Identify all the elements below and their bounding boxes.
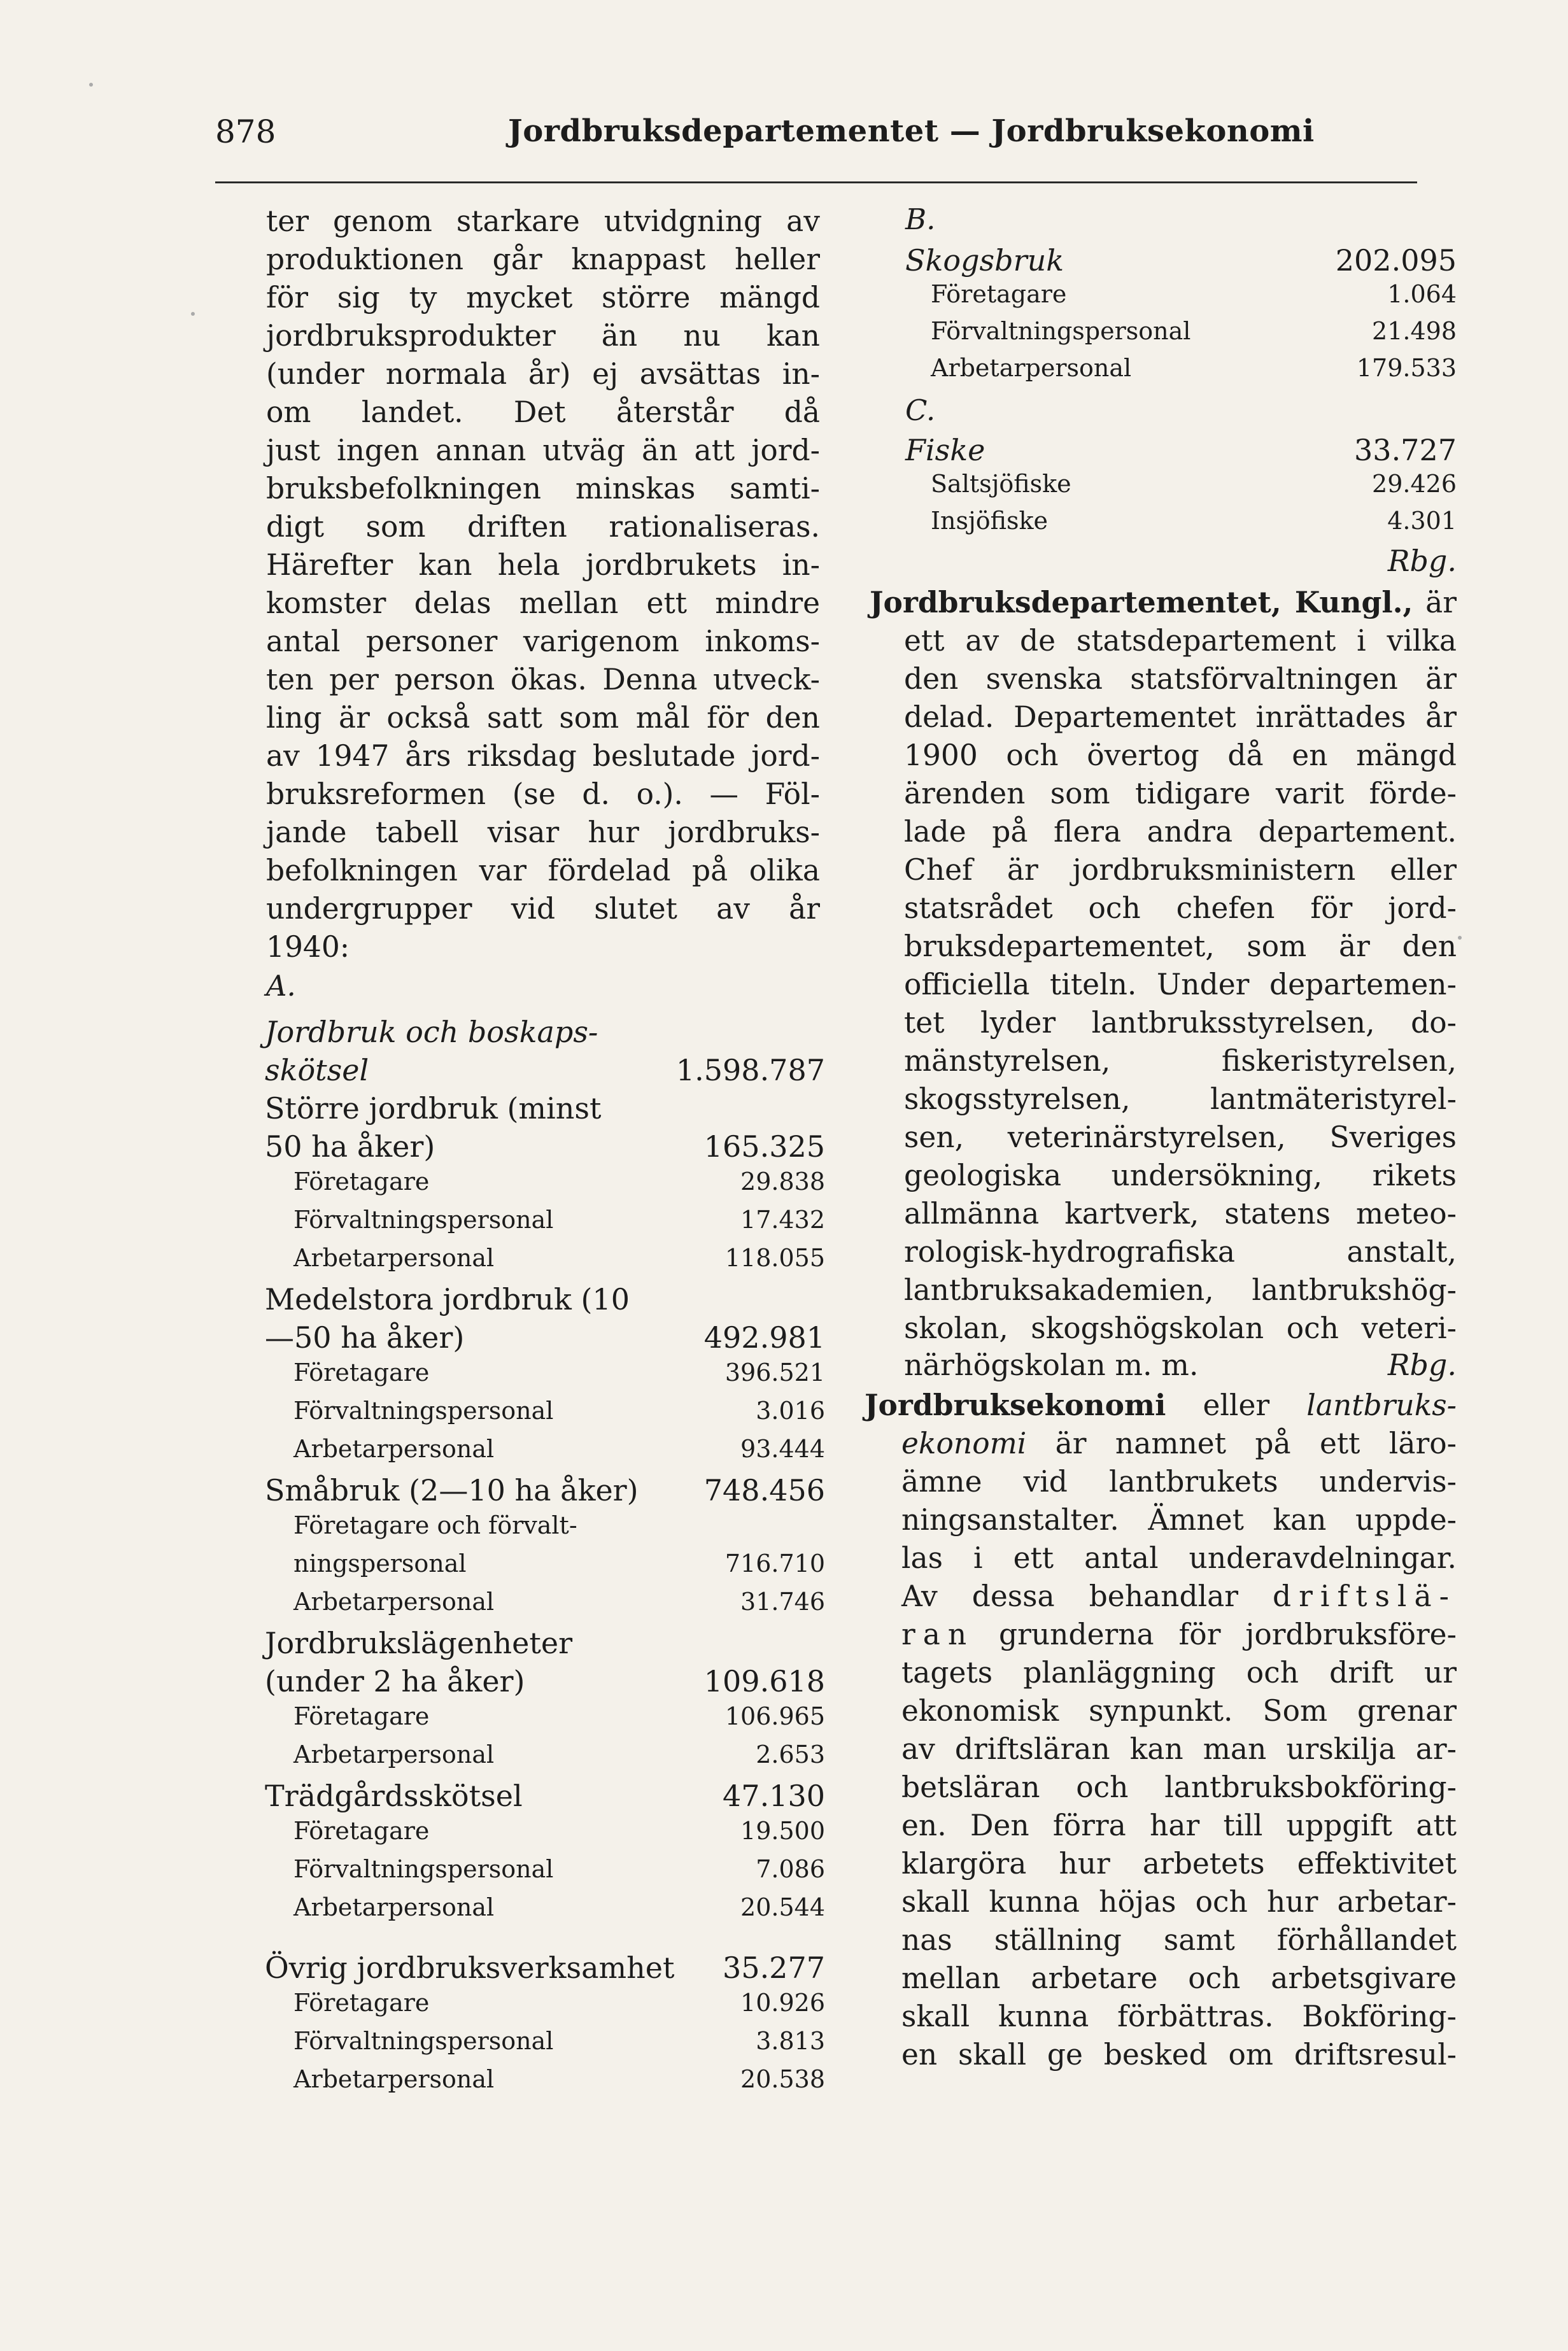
- group-item-row: [265, 1855, 825, 1893]
- group-item-row: [265, 1511, 825, 1550]
- group-item-row: [265, 1893, 825, 1931]
- group-heading-row: [265, 1664, 825, 1702]
- group-heading-row-label: —50 ha åker): [265, 1320, 465, 1355]
- skogsbruk-item-row-label: Företagare: [931, 280, 1067, 308]
- group-item-row-label: Förvaltningspersonal: [293, 1397, 554, 1425]
- entry1-headword: Jordbruksdepartementet, Kungl.,: [870, 585, 1413, 619]
- group-item-row-label: Företagare: [293, 1817, 430, 1845]
- group-item-row-label: Företagare: [293, 1168, 430, 1196]
- fiske-item-row-value: 29.426: [1372, 470, 1457, 498]
- group-item-row: [265, 1588, 825, 1626]
- text-line: ling är också satt som mål för den: [266, 701, 820, 735]
- text-line: ärenden som tidigare varit förde-: [904, 777, 1457, 810]
- entry2-drifts-pre: Av dessa behandlar: [901, 1579, 1238, 1613]
- entry2-lines-a: [901, 1463, 1457, 1578]
- text-line: undergrupper vid slutet av år: [266, 892, 820, 926]
- group-item-row-label: Arbetarpersonal: [293, 1893, 495, 1921]
- group-heading-row-label: Jordbrukslägenheter: [265, 1626, 573, 1660]
- group-heading-row: [265, 1779, 825, 1817]
- entry2-drifts-word1: driftslä-: [1273, 1579, 1457, 1613]
- entry1-headline: [870, 583, 1457, 622]
- table-group: [265, 1626, 825, 1779]
- text-line: just ingen annan utväg än att jord-: [266, 434, 820, 467]
- entry2-alt1: lantbruks-: [1306, 1388, 1457, 1422]
- entry2-headline: [865, 1386, 1457, 1425]
- table-c: [865, 433, 1457, 544]
- text-line: jordbruksprodukter än nu kan: [266, 319, 820, 353]
- entry-jordbruksekonomi: [865, 1386, 1457, 2074]
- group-heading-row: [265, 1129, 825, 1168]
- group-item-row-value: 2.653: [756, 1740, 825, 1769]
- text-line: skall kunna förbättras. Bokföring-: [901, 2000, 1457, 2033]
- group-item-row-label: Företagare: [293, 1989, 430, 2017]
- skogsbruk-total: 202.095: [1335, 243, 1457, 278]
- group-item-row: [265, 1702, 825, 1740]
- text-line: delad. Departementet inrättades år: [904, 700, 1457, 734]
- group-item-row-label: Arbetarpersonal: [293, 1435, 495, 1463]
- group-item-row-value: 19.500: [740, 1817, 825, 1845]
- table-b: [865, 243, 1457, 391]
- text-line: antal personer varigenom inkoms-: [266, 625, 820, 658]
- group-heading-row-label: Övrig jordbruksverksamhet: [265, 1951, 675, 1985]
- entry2-drifts-post: grunderna för jordbruksföre-: [998, 1618, 1457, 1651]
- fiske-total: 33.727: [1354, 433, 1457, 467]
- text-line: geologiska undersökning, rikets: [904, 1159, 1457, 1192]
- entry2-first-rest: är namnet på ett läro-: [1055, 1427, 1457, 1460]
- group-item-row: [265, 1206, 825, 1244]
- section-a-text: A.: [266, 969, 296, 1003]
- group-heading-row: [265, 1282, 825, 1320]
- group-item-row: [265, 1989, 825, 2027]
- text-line: lantbruksakademien, lantbrukshög-: [904, 1273, 1457, 1307]
- group-item-row: [265, 1168, 825, 1206]
- table-group: [265, 1473, 825, 1626]
- text-line: nas ställning samt förhållandet: [901, 1923, 1457, 1957]
- text-line: ningsanstalter. Ämnet kan uppde-: [901, 1503, 1457, 1537]
- fiske-row: [905, 433, 1457, 470]
- group-heading-row-label: (under 2 ha åker): [265, 1664, 525, 1698]
- section-c-text: C.: [905, 393, 936, 427]
- text-line: komster delas mellan ett mindre: [266, 586, 820, 620]
- text-line: jande tabell visar hur jordbruks-: [266, 815, 820, 849]
- text-line: skolan, skogshögskolan och veteri-: [904, 1311, 1457, 1345]
- entry1-last-row: [870, 1348, 1457, 1386]
- text-line: bruksdepartementet, som är den: [904, 929, 1457, 963]
- entry2-alt2: ekonomi: [901, 1427, 1027, 1460]
- skogsbruk-item-row: [905, 280, 1457, 317]
- group-item-row-value: 106.965: [724, 1702, 825, 1730]
- entry-jordbruksdepartementet: [870, 583, 1457, 1386]
- group-heading-row-value: 492.981: [703, 1320, 825, 1355]
- text-line: 1940:: [266, 930, 350, 964]
- text-line: skogsstyrelsen, lantmäteristyrel-: [904, 1082, 1457, 1116]
- entry1-first: är: [1425, 586, 1457, 619]
- group-item-row-value: 3.016: [756, 1397, 825, 1425]
- group-item-row-label: Företagare: [293, 1359, 430, 1387]
- group-item-row-value: 20.538: [740, 2065, 825, 2093]
- text-line: betsläran och lantbruksbokföring-: [901, 1770, 1457, 1804]
- table-a-heading-total: 1.598.787: [675, 1053, 825, 1087]
- group-item-row: [265, 1397, 825, 1435]
- text-line: las i ett antal underavdelningar.: [901, 1541, 1457, 1575]
- group-item-row-value: 3.813: [756, 2027, 825, 2055]
- text-line: (under normala år) ej avsättas in-: [266, 357, 820, 391]
- fiske-items: [905, 470, 1457, 544]
- text-line: statsrådet och chefen för jord-: [904, 891, 1457, 925]
- entry1-body: [870, 622, 1457, 1348]
- group-heading-row: [265, 1951, 825, 1989]
- text-line: Chef är jordbruksministern eller: [904, 853, 1457, 887]
- group-heading-row-value: 47.130: [723, 1779, 825, 1813]
- group-heading-row-label: Större jordbruk (minst: [265, 1091, 602, 1126]
- entry2-drifts-line-2: [901, 1616, 1457, 1654]
- text-line: för sig ty mycket större mängd: [266, 281, 820, 314]
- signature-1: Rbg.: [1387, 544, 1457, 578]
- group-item-row-label: Företagare och förvalt-: [293, 1511, 577, 1539]
- group-item-row: [265, 1740, 825, 1779]
- text-line: tet lyder lantbruksstyrelsen, do-: [904, 1006, 1457, 1040]
- group-item-row-label: Arbetarpersonal: [293, 1244, 495, 1272]
- skogsbruk-label: Skogsbruk: [905, 243, 1064, 278]
- entry2-connector: eller: [1203, 1388, 1270, 1422]
- text-line: produktionen går knappast heller: [266, 243, 820, 276]
- entry2-lines-b: [901, 1654, 1457, 2074]
- group-item-row-label: Arbetarpersonal: [293, 2065, 495, 2093]
- section-b-label: [865, 202, 1457, 243]
- skogsbruk-row: [905, 243, 1457, 280]
- table-a-heading-line2: [265, 1053, 825, 1091]
- table-group: [265, 1282, 825, 1473]
- group-heading-row-value: 165.325: [703, 1129, 825, 1164]
- text-line: 1900 och övertog då en mängd: [904, 738, 1457, 772]
- text-line: sen, veterinärstyrelsen, Sveriges: [904, 1120, 1457, 1154]
- group-item-row-label: Arbetarpersonal: [293, 1588, 495, 1616]
- section-a-label: [266, 966, 820, 1015]
- table-a-heading-line1: [265, 1015, 825, 1053]
- fiske-item-row-value: 4.301: [1387, 507, 1457, 535]
- group-heading-row: [265, 1091, 825, 1129]
- group-item-row-label: Förvaltningspersonal: [293, 1206, 554, 1234]
- entry1-last: närhögskolan m. m.: [904, 1348, 1199, 1382]
- group-item-row-value: 396.521: [724, 1359, 825, 1387]
- section-b-text: B.: [905, 202, 936, 236]
- fiske-item-row: [905, 507, 1457, 544]
- text-line: ett av de statsdepartement i vilka: [904, 624, 1457, 658]
- skogsbruk-items: [905, 280, 1457, 391]
- entry2-headword: Jordbruksekonomi: [865, 1388, 1166, 1422]
- text-line: den svenska statsförvaltningen är: [904, 662, 1457, 696]
- skogsbruk-item-row-value: 1.064: [1387, 280, 1457, 308]
- group-heading-row-label: Medelstora jordbruk (10: [265, 1282, 630, 1317]
- fiske-item-row-label: Saltsjöfiske: [931, 470, 1071, 498]
- group-heading-row: [265, 1626, 825, 1664]
- table-a-heading-text-1: Jordbruk och boskaps-: [265, 1015, 598, 1049]
- text-line: mänstyrelsen, fiskeristyrelsen,: [904, 1044, 1457, 1078]
- skogsbruk-item-row-label: Förvaltningspersonal: [931, 317, 1191, 345]
- text-line: en. Den förra har till uppgift att: [901, 1809, 1457, 1842]
- group-heading-row: [265, 1320, 825, 1359]
- text-line: lade på flera andra departement.: [904, 815, 1457, 849]
- table-group: [265, 1951, 825, 2103]
- entry2-body: [865, 1425, 1457, 2074]
- text-line: befolkningen var fördelad på olika: [266, 854, 820, 887]
- scan-speck: [191, 312, 195, 316]
- signature-2: Rbg.: [1387, 1348, 1457, 1382]
- text-line: ekonomisk synpunkt. Som grenar: [901, 1694, 1457, 1728]
- group-item-row-value: 93.444: [740, 1435, 825, 1463]
- right-column: [865, 202, 1457, 2074]
- left-column: [265, 202, 825, 2103]
- text-line: bruksbefolkningen minskas samti-: [266, 472, 820, 505]
- text-line: digt som driften rationaliseras.: [266, 510, 820, 544]
- page-number: 878: [215, 113, 276, 150]
- group-item-row: [265, 1550, 825, 1588]
- skogsbruk-item-row-label: Arbetarpersonal: [931, 354, 1132, 382]
- entry2-drifts-word2: ran: [901, 1618, 975, 1651]
- group-item-row-value: 20.544: [740, 1893, 825, 1921]
- group-item-row-value: 17.432: [740, 1206, 825, 1234]
- group-item-row-value: 10.926: [740, 1989, 825, 2017]
- entry2-line-2: [901, 1425, 1457, 1463]
- group-item-row-label: Företagare: [293, 1702, 430, 1730]
- group-item-row-value: 29.838: [740, 1168, 825, 1196]
- group-item-row-label: ningspersonal: [293, 1550, 467, 1578]
- text-line: av driftsläran kan man urskilja ar-: [901, 1732, 1457, 1766]
- scan-speck: [89, 83, 93, 87]
- group-item-row: [265, 2065, 825, 2103]
- group-item-row-value: 716.710: [724, 1550, 825, 1578]
- fiske-label: Fiske: [905, 433, 985, 467]
- text-line: klargöra hur arbetets effektivitet: [901, 1847, 1457, 1881]
- table-group: [265, 1779, 825, 1931]
- group-item-row: [265, 1817, 825, 1855]
- group-heading-row-value: 748.456: [703, 1473, 825, 1507]
- section-c-label: [865, 393, 1457, 433]
- text-line: ämne vid lantbrukets undervis-: [901, 1465, 1457, 1499]
- text-line: en skall ge besked om driftsresul-: [901, 2038, 1457, 2072]
- group-item-row: [265, 2027, 825, 2065]
- group-item-row-label: Förvaltningspersonal: [293, 2027, 554, 2055]
- table-a: [265, 1015, 825, 2103]
- group-heading-row-value: 109.618: [703, 1664, 825, 1698]
- group-item-row: [265, 1435, 825, 1473]
- text-line: allmänna kartverk, statens meteo-: [904, 1197, 1457, 1231]
- group-heading-row-label: Trädgårdsskötsel: [265, 1779, 523, 1813]
- group-item-row: [265, 1359, 825, 1397]
- header-rule: [215, 181, 1417, 183]
- skogsbruk-item-row: [905, 354, 1457, 391]
- running-title: Jordbruksdepartementet — Jordbruksekonomi: [508, 113, 1315, 149]
- group-heading-row-label: 50 ha åker): [265, 1129, 435, 1164]
- table-a-groups: [265, 1091, 825, 2103]
- group-heading-row-value: 35.277: [723, 1951, 825, 1985]
- skogsbruk-item-row-value: 179.533: [1356, 354, 1457, 382]
- text-line: mellan arbetare och arbetsgivare: [901, 1961, 1457, 1995]
- table-group: [265, 1091, 825, 1282]
- fiske-item-row: [905, 470, 1457, 507]
- text-line: skall kunna höjas och hur arbetar-: [901, 1885, 1457, 1919]
- group-heading-row-label: Småbruk (2—10 ha åker): [265, 1473, 639, 1507]
- skogsbruk-item-row-value: 21.498: [1372, 317, 1457, 345]
- fiske-item-row-label: Insjöfiske: [931, 507, 1049, 535]
- signature-row-1: [865, 544, 1457, 583]
- text-line: officiella titeln. Under departemen-: [904, 968, 1457, 1001]
- group-item-row-value: 31.746: [740, 1588, 825, 1616]
- entry2-drifts-line-1: [901, 1578, 1457, 1616]
- group-item-row: [265, 1244, 825, 1282]
- text-line: ter genom starkare utvidgning av: [266, 204, 820, 238]
- group-item-row-label: Förvaltningspersonal: [293, 1855, 554, 1883]
- scan-speck: [1458, 936, 1462, 940]
- text-line: ten per person ökas. Denna utveck-: [266, 663, 820, 696]
- text-line: rologisk-hydrografiska anstalt,: [904, 1235, 1457, 1269]
- text-line: om landet. Det återstår då: [266, 395, 820, 429]
- text-line: tagets planläggning och drift ur: [901, 1656, 1457, 1690]
- text-line: av 1947 års riksdag beslutade jord-: [266, 739, 820, 773]
- intro-paragraph: [266, 202, 820, 966]
- page-header: [215, 113, 1315, 158]
- group-item-row-label: Arbetarpersonal: [293, 1740, 495, 1769]
- group-heading-row: [265, 1473, 825, 1511]
- text-line: bruksreformen (se d. o.). — Föl-: [266, 777, 820, 811]
- table-a-heading-text-2: skötsel: [265, 1053, 369, 1087]
- skogsbruk-item-row: [905, 317, 1457, 354]
- text-line: Härefter kan hela jordbrukets in-: [266, 548, 820, 582]
- group-item-row-value: 118.055: [724, 1244, 825, 1272]
- group-item-row-value: 7.086: [756, 1855, 825, 1883]
